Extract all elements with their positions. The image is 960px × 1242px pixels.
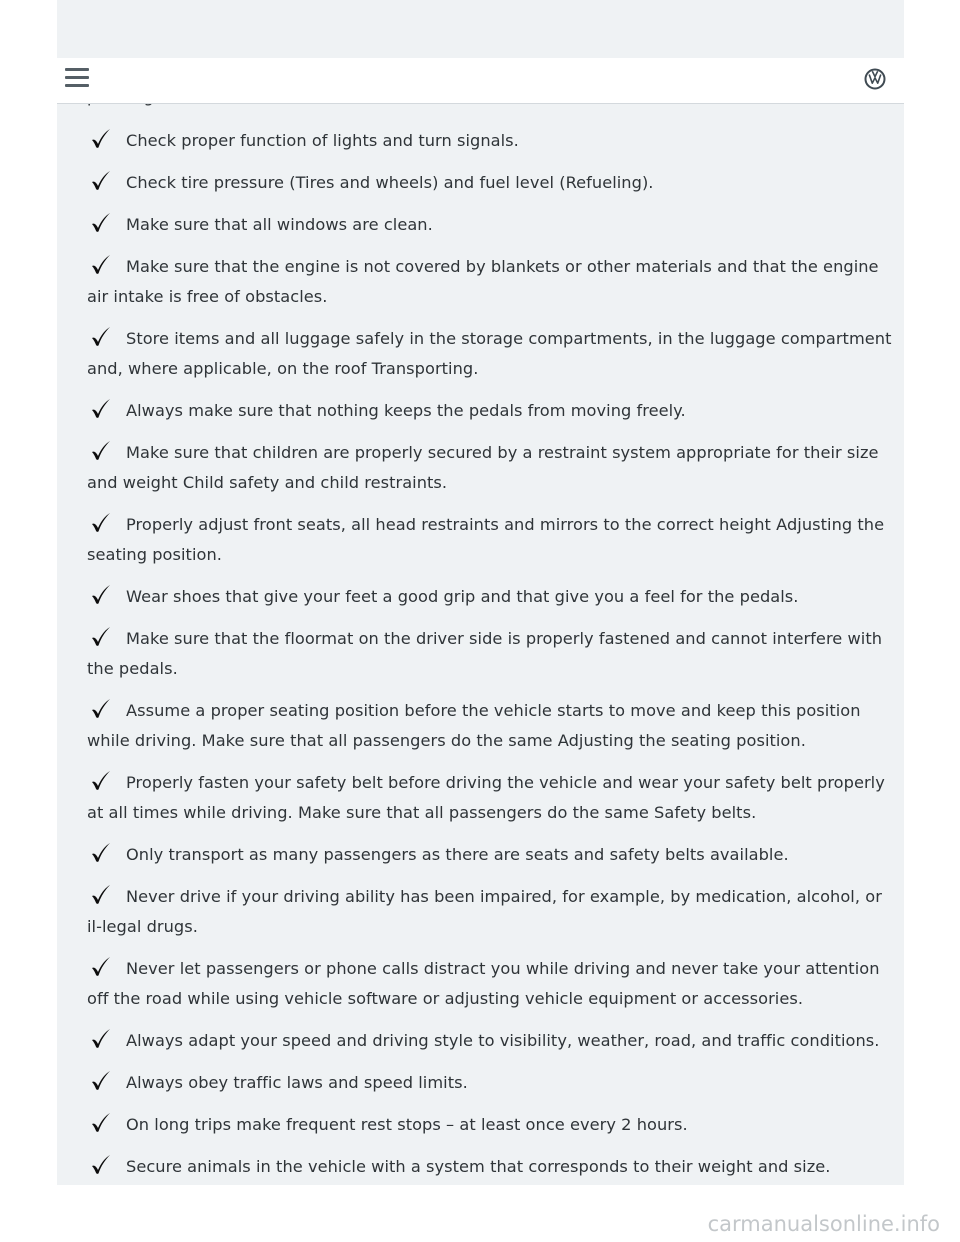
checkmark-icon	[90, 955, 112, 977]
checkmark-icon	[90, 169, 112, 191]
checkmark-icon	[90, 1111, 112, 1133]
checklist-item	[87, 582, 897, 612]
checklist-item-text: Only transport as many passengers as there are seats and safety belts available.	[126, 845, 789, 864]
checklist-item-text: Make sure that the floormat on the driver side is properly fastened and cannot interfere with the pedals.	[87, 629, 883, 678]
menu-icon[interactable]	[65, 68, 89, 88]
checklist-item-text: Always make sure that nothing keeps the pedals from moving freely.	[126, 401, 686, 420]
checkmark-icon	[90, 841, 112, 863]
checklist-item-text: Properly fasten your safety belt before driving the vehicle and wear your safety belt properly at all times while driving. Make sure that all passengers do the same Safety belts.	[87, 773, 885, 822]
checklist	[87, 126, 897, 1185]
checklist-item-text: Make sure that all windows are clean.	[126, 215, 433, 234]
checklist-item-text: Secure animals in the vehicle with a system that corresponds to their weight and size.	[126, 1157, 831, 1176]
checklist-item	[87, 396, 897, 426]
checkmark-icon	[90, 1153, 112, 1175]
checklist-item-text: Assume a proper seating position before the vehicle starts to move and keep this position while driving. Make sure that all passengers do the same Adjusting the seating position.	[87, 701, 861, 750]
checklist-item	[87, 126, 897, 156]
checkmark-icon	[90, 511, 112, 533]
checklist-item	[87, 324, 897, 384]
checklist-item-text: Never let passengers or phone calls distract you while driving and never take your attention off the road while using vehicle software or adjusting vehicle equipment or accessories.	[87, 959, 880, 1008]
checklist-item-text: Properly adjust front seats, all head restraints and mirrors to the correct height Adjusting the seating position.	[87, 515, 885, 564]
top-bar	[57, 58, 904, 104]
checklist-item	[87, 168, 897, 198]
watermark: carmanualsonline.info	[707, 1212, 940, 1236]
checkmark-icon	[90, 127, 112, 149]
checklist-item	[87, 1152, 897, 1182]
checklist-item	[87, 210, 897, 240]
checkmark-icon	[90, 211, 112, 233]
checklist-item	[87, 438, 897, 498]
content-area	[57, 0, 904, 1185]
checklist-item	[87, 954, 897, 1014]
checklist-item-text: Store items and all luggage safely in the storage compartments, in the luggage compartment and, where applicable, on the roof Transporting.	[87, 329, 892, 378]
checklist-item	[87, 252, 897, 312]
checklist-item-text: Make sure that the engine is not covered by blankets or other materials and that the engine air intake is free of obstacles.	[87, 257, 879, 306]
checklist-item-text: Always adapt your speed and driving style to visibility, weather, road, and traffic conditions.	[126, 1031, 880, 1050]
checkmark-icon	[90, 883, 112, 905]
checklist-item	[87, 510, 897, 570]
checkmark-icon	[90, 397, 112, 419]
checklist-item	[87, 882, 897, 942]
checkmark-icon	[90, 583, 112, 605]
checklist-item-text: Make sure that children are properly secured by a restraint system appropriate for their size and weight Child safety and child restraints.	[87, 443, 879, 492]
checkmark-icon	[90, 439, 112, 461]
checkmark-icon	[90, 253, 112, 275]
checkmark-icon	[90, 697, 112, 719]
checklist-item-text: Check tire pressure (Tires and wheels) and fuel level (Refueling).	[126, 173, 654, 192]
checklist-item	[87, 624, 897, 684]
vw-logo-icon[interactable]	[864, 68, 886, 90]
checklist-item-text: Always obey traffic laws and speed limits.	[126, 1073, 468, 1092]
checklist-item	[87, 1026, 897, 1056]
checklist-item	[87, 1068, 897, 1098]
checklist-item-text: Never drive if your driving ability has been impaired, for example, by medication, alcohol, or il-legal drugs.	[87, 887, 882, 936]
checkmark-icon	[90, 325, 112, 347]
checkmark-icon	[90, 1027, 112, 1049]
checklist-item	[87, 840, 897, 870]
checklist-item-text: Wear shoes that give your feet a good grip and that give you a feel for the pedals.	[126, 587, 799, 606]
checkmark-icon	[90, 769, 112, 791]
checklist-item-text: On long trips make frequent rest stops – at least once every 2 hours.	[126, 1115, 688, 1134]
checklist-item-text: Check proper function of lights and turn signals.	[126, 131, 519, 150]
checkmark-icon	[90, 625, 112, 647]
checklist-item	[87, 696, 897, 756]
checklist-item	[87, 1110, 897, 1140]
checklist-item	[87, 768, 897, 828]
checkmark-icon	[90, 1069, 112, 1091]
